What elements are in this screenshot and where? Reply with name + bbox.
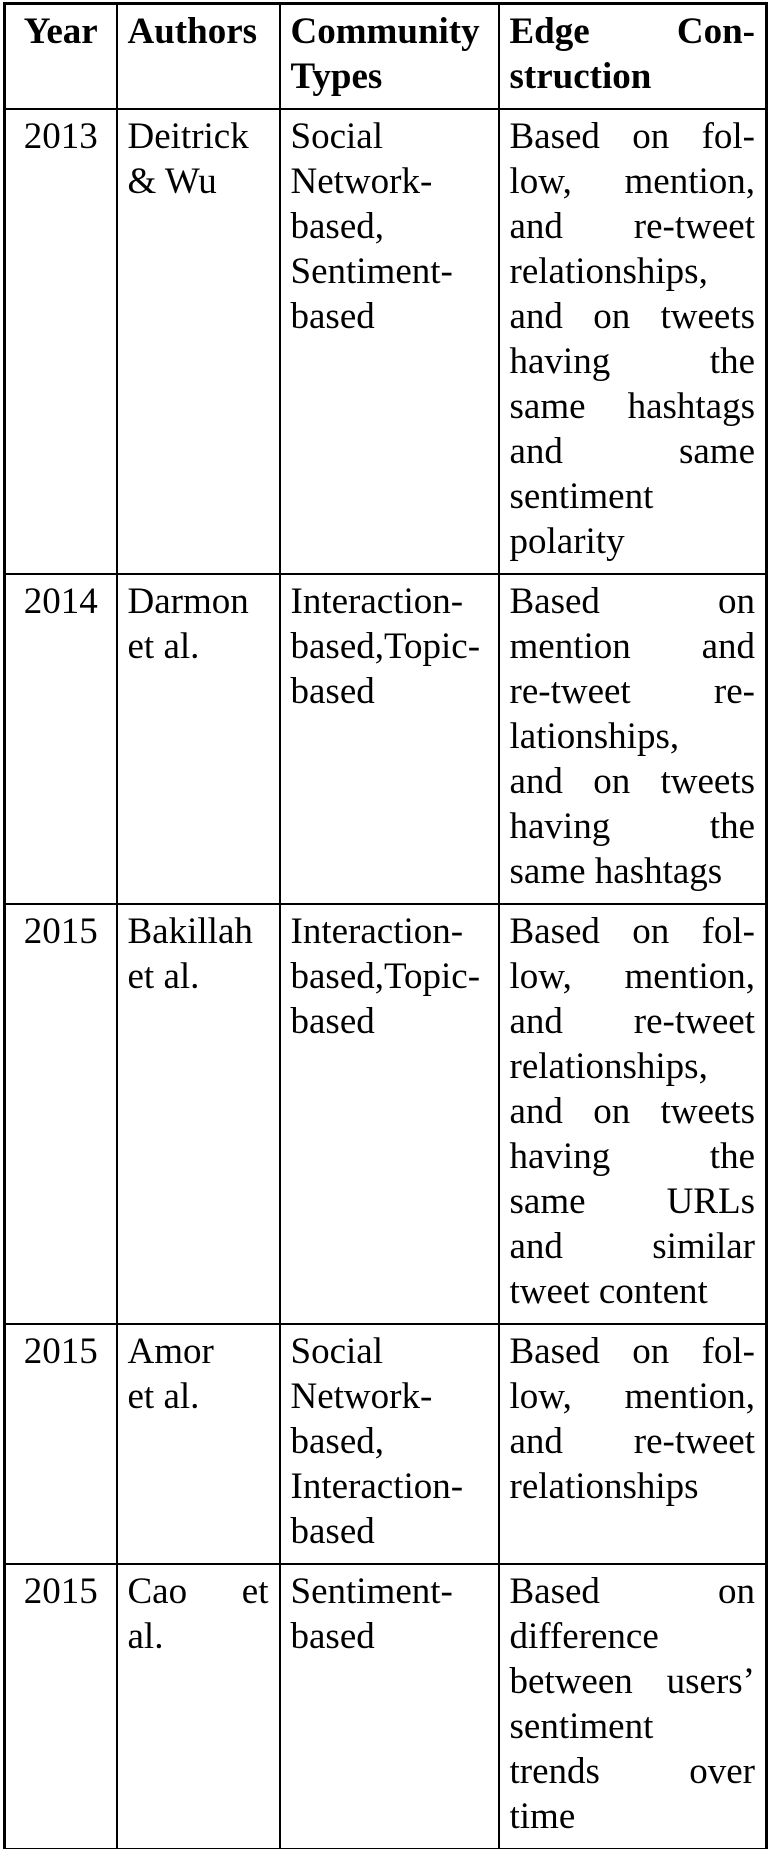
- header-cell-authors: [117, 4, 280, 110]
- text-line: sentiment: [509, 476, 654, 517]
- table-header: [5, 4, 767, 110]
- text-line: Network-: [290, 1376, 433, 1417]
- text-line: struction: [509, 56, 652, 97]
- text-line: Types: [290, 56, 383, 97]
- text-line: having the: [509, 806, 755, 847]
- text-line: Based on: [509, 1571, 755, 1612]
- text-line: based,Topic-: [290, 956, 481, 997]
- text-line: 2015: [23, 911, 98, 952]
- text-line: re-tweet re-: [509, 671, 755, 712]
- table-row: [5, 1564, 767, 1849]
- text-line: relationships,: [509, 251, 708, 292]
- cell-edge-construction: [499, 574, 767, 904]
- text-line: et al.: [127, 626, 200, 667]
- cell-community-types: [280, 1324, 499, 1564]
- cell-edge-construction: [499, 109, 767, 574]
- table-row: [5, 574, 767, 904]
- text-line: Amor: [127, 1331, 214, 1372]
- text-line: low, mention,: [509, 161, 755, 202]
- text-line: et al.: [127, 956, 200, 997]
- table-row: [5, 109, 767, 574]
- cell-community-types: [280, 1564, 499, 1849]
- text-line: based: [290, 296, 375, 337]
- text-line: low, mention,: [509, 1376, 755, 1417]
- text-line: polarity: [509, 521, 625, 562]
- text-line: and on tweets: [509, 296, 755, 337]
- text-line: difference: [509, 1616, 659, 1657]
- text-line: and re-tweet: [509, 1001, 755, 1042]
- text-line: & Wu: [127, 161, 217, 202]
- cell-authors: [117, 904, 280, 1324]
- cell-community-types: [280, 904, 499, 1324]
- text-line: mention and: [509, 626, 755, 667]
- text-line: tweet content: [509, 1271, 708, 1312]
- text-line: time: [509, 1796, 576, 1837]
- text-line: Edge Con-: [509, 11, 755, 52]
- text-line: based: [290, 1616, 375, 1657]
- text-line: Based on fol-: [509, 1331, 755, 1372]
- text-line: based,Topic-: [290, 626, 481, 667]
- text-line: and on tweets: [509, 1091, 755, 1132]
- text-line: Network-: [290, 161, 433, 202]
- text-line: Sentiment-: [290, 251, 453, 292]
- text-line: based: [290, 1511, 375, 1552]
- text-line: 2013: [23, 116, 98, 157]
- cell-edge-construction: [499, 904, 767, 1324]
- text-line: Darmon: [127, 581, 249, 622]
- text-line: having the: [509, 341, 755, 382]
- table-row: [5, 1324, 767, 1564]
- text-line: based,: [290, 206, 384, 247]
- text-line: and on tweets: [509, 761, 755, 802]
- text-line: al.: [127, 1616, 164, 1657]
- text-line: Based on fol-: [509, 911, 755, 952]
- cell-authors: [117, 109, 280, 574]
- cell-edge-construction: [499, 1564, 767, 1849]
- text-line: Bakillah: [127, 911, 253, 952]
- text-line: Social: [290, 1331, 383, 1372]
- text-line: between users’: [509, 1661, 755, 1702]
- cell-edge-construction: [499, 1324, 767, 1564]
- text-line: same hashtags: [509, 386, 755, 427]
- text-line: same hashtags: [509, 851, 723, 892]
- text-line: Based on fol-: [509, 116, 755, 157]
- text-line: and similar: [509, 1226, 755, 1267]
- cell-year: [5, 1324, 117, 1564]
- cell-authors: [117, 1564, 280, 1849]
- text-line: 2014: [23, 581, 98, 622]
- table-body: [5, 109, 767, 1849]
- cell-year: [5, 574, 117, 904]
- text-line: relationships: [509, 1466, 699, 1507]
- cell-community-types: [280, 574, 499, 904]
- text-line: Authors: [127, 11, 258, 52]
- text-line: Deitrick: [127, 116, 249, 157]
- text-line: Cao et: [127, 1571, 269, 1612]
- text-line: Interaction-: [290, 1466, 464, 1507]
- text-line: lationships,: [509, 716, 680, 757]
- header-cell-community-types: [280, 4, 499, 110]
- text-line: relationships,: [509, 1046, 708, 1087]
- text-line: same URLs: [509, 1181, 755, 1222]
- cell-year: [5, 1564, 117, 1849]
- text-line: and re-tweet: [509, 1421, 755, 1462]
- cell-authors: [117, 574, 280, 904]
- cell-year: [5, 109, 117, 574]
- text-line: 2015: [23, 1331, 98, 1372]
- header-cell-edge-construction: [499, 4, 767, 110]
- table-row: [5, 904, 767, 1324]
- text-line: having the: [509, 1136, 755, 1177]
- text-line: et al.: [127, 1376, 200, 1417]
- text-line: sentiment: [509, 1706, 654, 1747]
- text-line: Based on: [509, 581, 755, 622]
- text-line: based: [290, 671, 375, 712]
- text-line: trends over: [509, 1751, 755, 1792]
- text-line: and same: [509, 431, 755, 472]
- text-line: Sentiment-: [290, 1571, 453, 1612]
- paper-table: [3, 2, 768, 1849]
- cell-authors: [117, 1324, 280, 1564]
- text-line: low, mention,: [509, 956, 755, 997]
- cell-year: [5, 904, 117, 1324]
- text-line: Interaction-: [290, 581, 464, 622]
- text-line: Community: [290, 11, 480, 52]
- text-line: 2015: [23, 1571, 98, 1612]
- text-line: Social: [290, 116, 383, 157]
- text-line: and re-tweet: [509, 206, 755, 247]
- text-line: based,: [290, 1421, 384, 1462]
- cell-community-types: [280, 109, 499, 574]
- header-row: [5, 4, 767, 110]
- text-line: Year: [23, 11, 98, 52]
- text-line: based: [290, 1001, 375, 1042]
- text-line: Interaction-: [290, 911, 464, 952]
- header-cell-year: [5, 4, 117, 110]
